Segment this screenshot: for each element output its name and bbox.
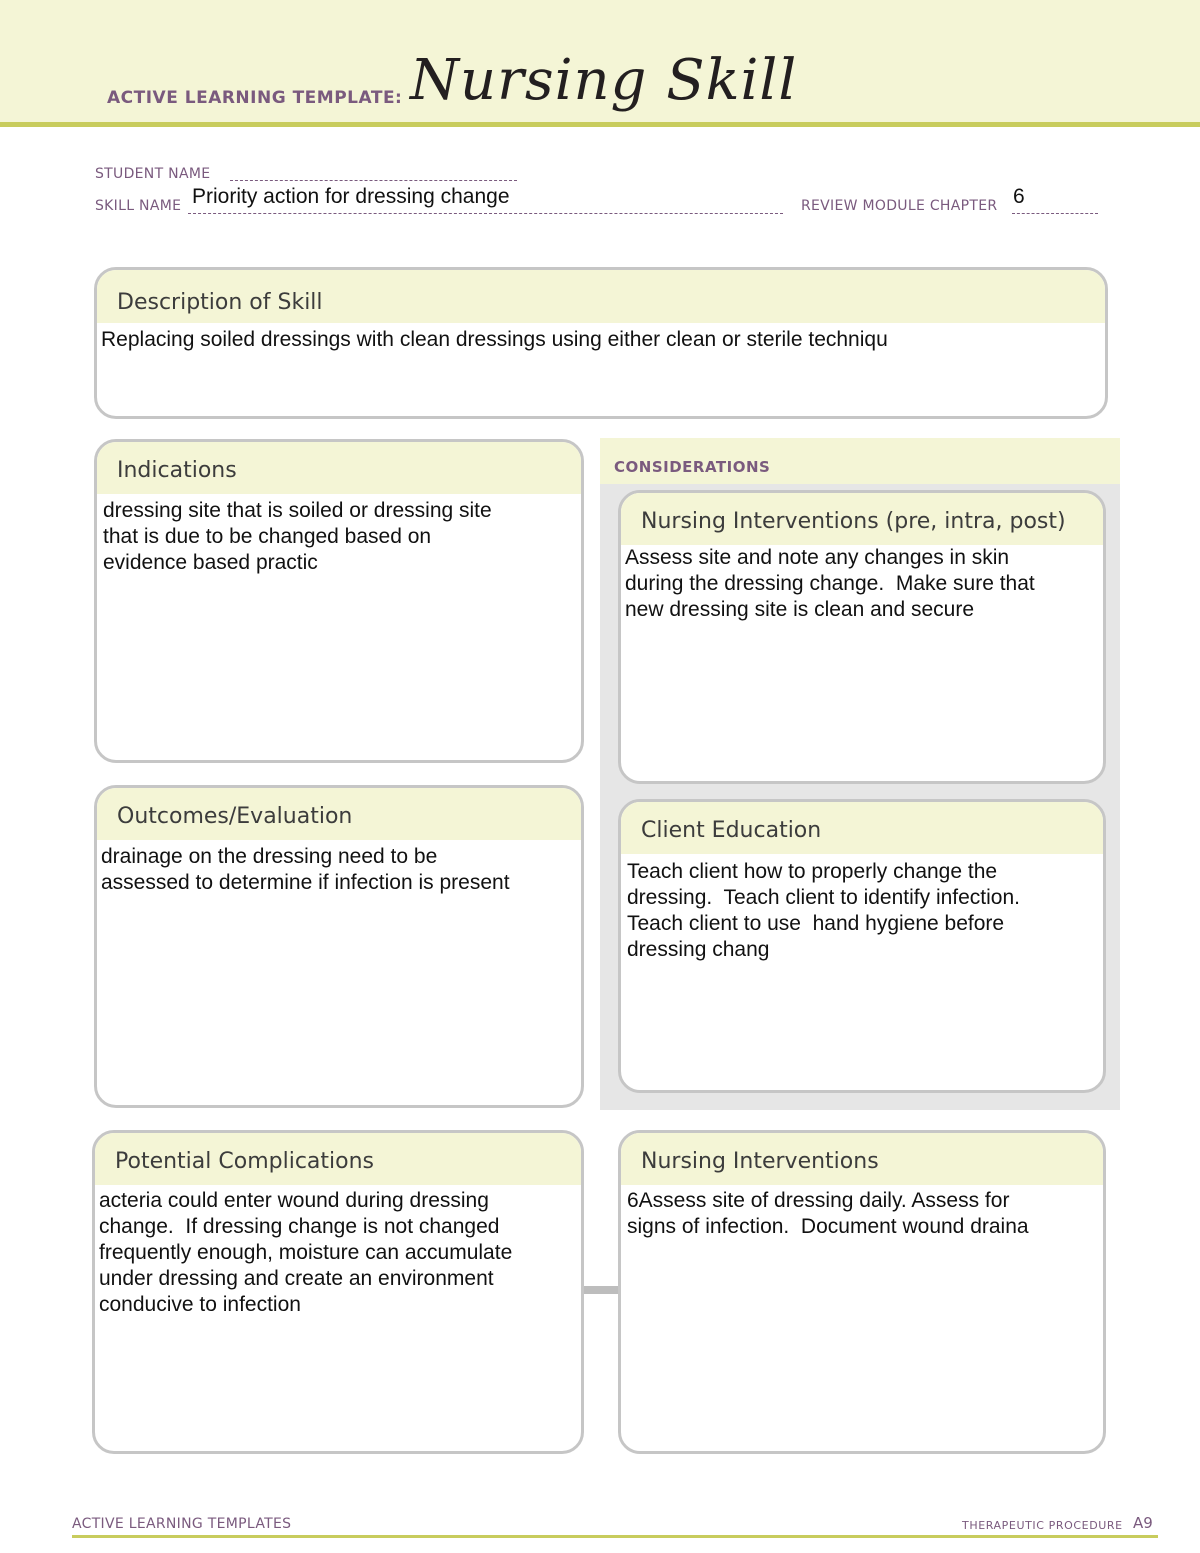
skill-name-label: SKILL NAME (95, 198, 182, 214)
description-heading: Description of Skill (97, 270, 1105, 323)
client-education-text: Teach client how to properly change the dressing. Teach client to identify infection. Teach client to use hand hygiene before dressing chang (627, 860, 1021, 961)
potential-complications-heading: Potential Complications (95, 1133, 581, 1185)
page-number: A9 (1133, 1514, 1153, 1532)
nursing-interventions-pip-box[interactable] (618, 490, 1106, 784)
header-rule (0, 122, 1200, 127)
review-module-label: REVIEW MODULE CHAPTER (801, 198, 998, 214)
skill-name-field[interactable] (188, 213, 783, 214)
potential-complications-box[interactable] (92, 1130, 584, 1454)
student-name-label: STUDENT NAME (95, 166, 211, 182)
footer-rule (72, 1535, 1158, 1538)
student-name-field[interactable] (230, 180, 517, 181)
indications-heading: Indications (97, 442, 581, 494)
box-connector (582, 1286, 620, 1294)
potential-complications-text: acteria could enter wound during dressing change. If dressing change is not changed frequently enough, moisture can accumulate under dressing and create an environment conducive to infection (99, 1189, 513, 1316)
outcomes-box[interactable] (94, 785, 584, 1108)
page-title: Nursing Skill (410, 48, 798, 113)
nursing-interventions-box[interactable] (618, 1130, 1106, 1454)
nursing-interventions-pip-text: Assess site and note any changes in skin during the dressing change. Make sure that new dressing site is clean and secure (625, 546, 1035, 621)
nursing-interventions-heading: Nursing Interventions (621, 1133, 1103, 1185)
template-label: ACTIVE LEARNING TEMPLATE: (107, 88, 403, 108)
client-education-heading: Client Education (621, 802, 1103, 854)
outcomes-text: drainage on the dressing need to be assessed to determine if infection is present (101, 845, 510, 894)
client-education-box[interactable] (618, 799, 1106, 1093)
description-text: Replacing soiled dressings with clean dressings using either clean or sterile techniqu (101, 328, 888, 351)
review-module-field[interactable] (1012, 213, 1098, 214)
indications-text: dressing site that is soiled or dressing site that is due to be changed based on evidence based practic (103, 499, 492, 574)
skill-name-value: Priority action for dressing change (192, 185, 510, 208)
description-box[interactable] (94, 267, 1108, 419)
outcomes-heading: Outcomes/Evaluation (97, 788, 581, 840)
review-module-value: 6 (1013, 185, 1025, 208)
footer-left: ACTIVE LEARNING TEMPLATES (72, 1516, 292, 1532)
considerations-label: CONSIDERATIONS (614, 458, 771, 476)
indications-box[interactable] (94, 439, 584, 763)
footer-right: THERAPEUTIC PROCEDURE (962, 1519, 1123, 1532)
nursing-interventions-pip-heading: Nursing Interventions (pre, intra, post) (621, 493, 1103, 545)
nursing-interventions-text: 6Assess site of dressing daily. Assess for signs of infection. Document wound draina (627, 1189, 1029, 1238)
